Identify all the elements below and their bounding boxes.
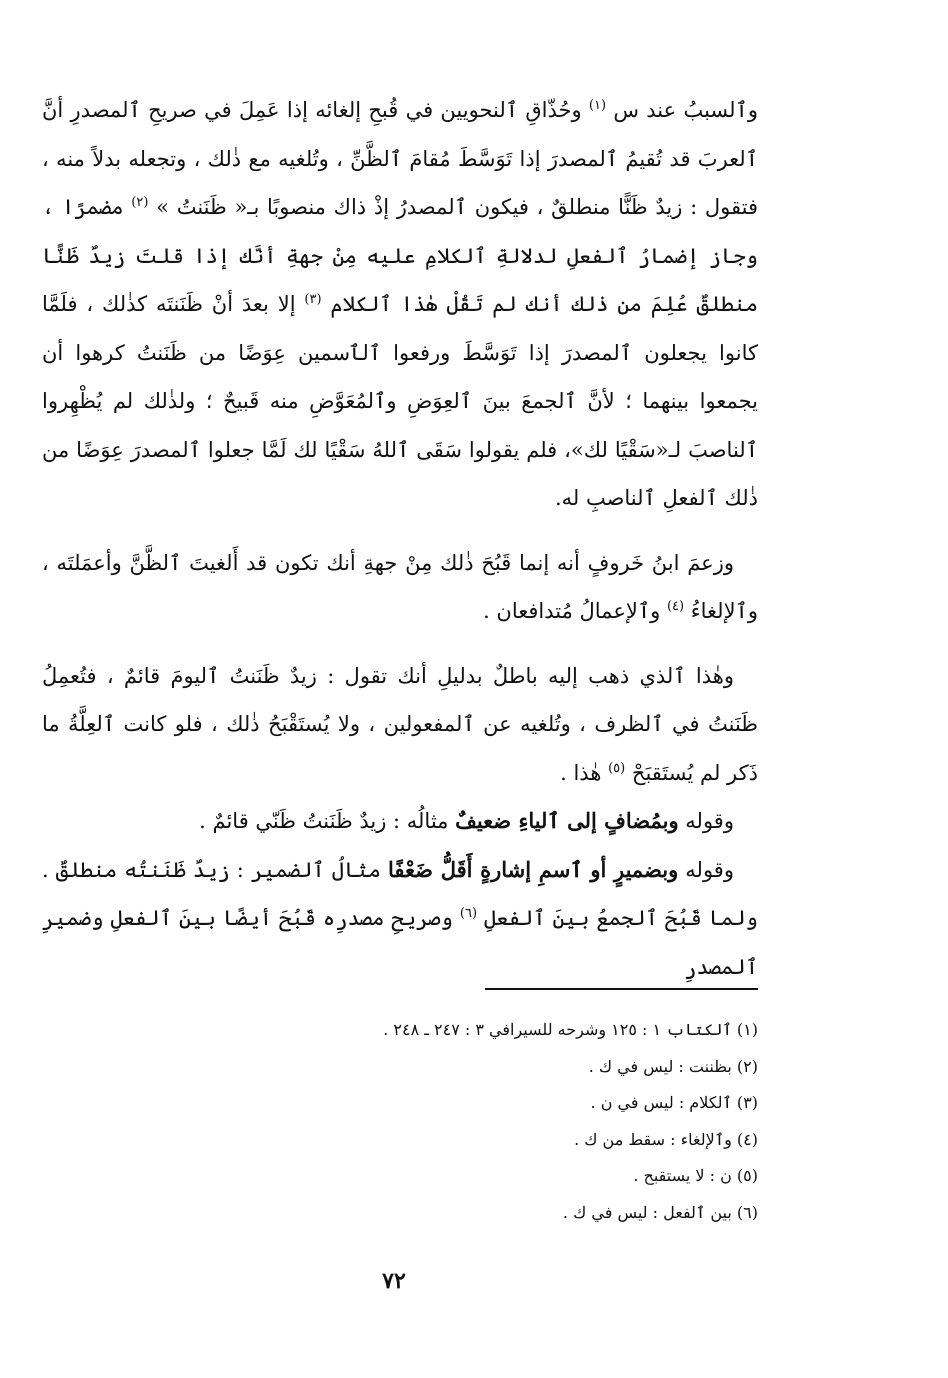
text-segment: وقوله <box>678 809 734 833</box>
text-segment: وٱلإعمالُ مُتدافعان . <box>483 599 667 623</box>
footnote: (٤) وٱلإلغاء : سقط من ك . <box>574 1129 758 1149</box>
text-segment: وٱلسببُ عند س <box>606 98 758 122</box>
text-segment: وحُذّاقِ ٱلنحويين في قُبحِ إلغائه إذا عَمِلَ في صريحِ ٱلمصدرِ أنَّ ٱلعربَ قد تُقيمُ ٱلمصدرَ إذا تَوَسَّطَ مُقامَ ٱلظَّنِّ ، وتُلغيه مع ذٰلك ، وتجعله بدلاً منه ، فتقول : زيدٌ ظَنًّا منطلقٌ ، فيكون ٱلمصدرُ إذْ ذاك منصوبًا بـ« ظَنَنتُ » <box>42 98 758 219</box>
footnote-marker: (٣) <box>304 292 322 307</box>
paragraph <box>42 846 758 992</box>
footnote-marker: (٤) <box>666 599 685 614</box>
text-segment: مثالُ ٱلضمير : زيدٌ ظَنَنتُه منطلقٌ . ولما قَبُحَ ٱلجمعُ بينَ ٱلفعلِ <box>42 857 758 930</box>
paragraph <box>42 86 758 523</box>
text-segment: وهٰذا ٱلذي ذهب إليه باطلٌ بدليلِ أنك تقول : زيدٌ ظَنَنتُ ٱليومَ قائمٌ ، فتُعمِلُ ظَنَنتُ في ٱلظرف ، وتُلغيه عن ٱلمفعولين ، ولا يُستَقْبَحُ ذٰلك ، فلو كانت ٱلعِلَّةُ ما ذَكر لم يُستَقبَحْ <box>42 663 758 785</box>
footnote: (٥) ن : لا يستقبح . <box>633 1166 758 1185</box>
text-segment: وقوله <box>678 857 734 882</box>
footnote: (٢) بظننت : ليس في ك . <box>588 1056 758 1076</box>
text-segment: إلا بعدَ أنْ ظَنَنتَه كذٰلك ، فلَمَّا كانوا يجعلون ٱلمصدرَ إذا تَوَسَّطَ ورفعوا ٱلٱسمين عِوَضًا من ظَنَنتُ كرهوا أن يجمعوا بينهما ؛ لأنَّ ٱلجمعَ بينَ ٱلعِوَضِ وٱلمُعَوَّضِ منه قَبيحٌ ؛ ولذٰلك لم يُظْهِروا ٱلناصبَ لـ«سَقْيًا لك»، فلم يقولوا سَقَى ٱللهُ سَقْيًا لك لَمَّا جعلوا ٱلمصدرَ عِوَضًا من ذٰلك ٱلفعلِ ٱلناصبِ له. <box>42 292 758 510</box>
paragraph <box>42 652 758 798</box>
main-text <box>42 86 758 991</box>
paragraph <box>42 797 758 846</box>
footnote: (٦) بين ٱلفعل : ليس في ك . <box>562 1202 758 1222</box>
footnote-marker: (٦) <box>459 906 478 921</box>
text-segment: مضمرًا ، وجاز إضمارُ ٱلفعلِ لدلالةِ ٱلكلامِ عليه مِنْ جهةِ أنَّك إذا قلتَ زيدٌ ظَنًّا منطلقٌ عُلِمَ من ذٰلك أنك لم تَقُلْ هٰذا ٱلكلام <box>42 195 758 316</box>
footnote: (١) ٱلكتاب ١ : ١٢٥ وشرحه للسيرافي ٣ : ٢٤٧ ـ ٢٤٨ . <box>383 1020 758 1039</box>
text-segment: مثالُه : زيدٌ ظَنَنتُ ظَنّي قائمٌ . <box>199 809 456 833</box>
footnote-divider <box>485 988 758 990</box>
paragraph <box>42 539 758 636</box>
quoted-phrase: وبضميرٍ أو ٱسمِ إشارةٍ أَقَلُّ ضَعْفًا <box>388 856 679 882</box>
footnote-marker: (٥) <box>608 760 626 776</box>
quoted-phrase: وبمُضافٍ إلى ٱلياءِ ضعيفٌ <box>455 808 679 833</box>
text-segment: وصريحِ مصدرِه قَبُحَ أيضًا بينَ ٱلفعلِ وضميرِ ٱلمصدرِ <box>42 906 758 979</box>
footnote-marker: (٢) <box>131 195 149 210</box>
page-number: ٧٢ <box>382 1268 406 1294</box>
text-segment: هٰذا . <box>560 760 609 785</box>
footnote: (٣) ٱلكلام : ليس في ن . <box>590 1093 758 1112</box>
text-segment: وزعمَ ابنُ خَروفٍ أنه إنما قَبُحَ ذٰلك مِنْ جهةِ أنك تكون قد أَلغيتَ ٱلظَّنَّ وأعمَلتَه ، وٱلإلغاءُ <box>42 550 758 623</box>
footnotes <box>42 1012 758 1231</box>
footnote-marker: (١) <box>588 98 607 113</box>
